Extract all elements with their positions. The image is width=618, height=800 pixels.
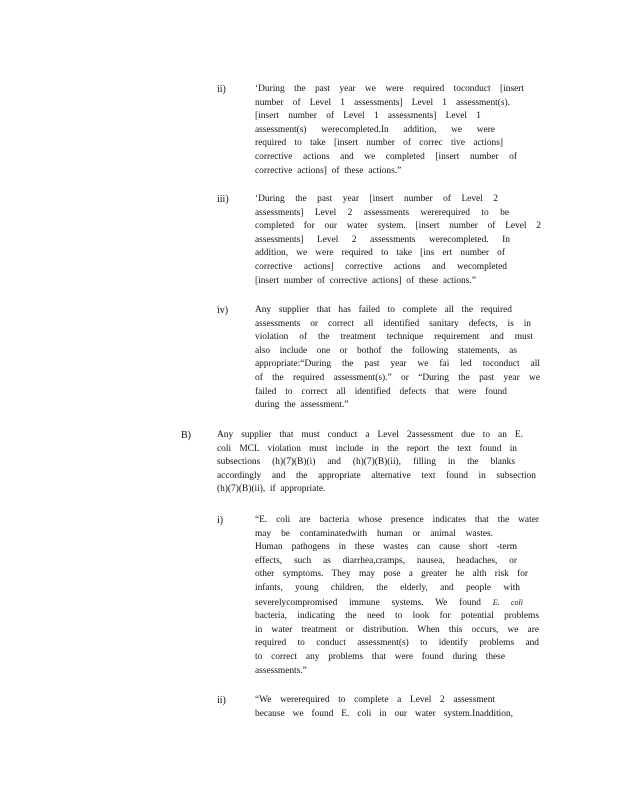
text-line: ‘During the past year we were required toconduct [insert	[255, 84, 524, 94]
text-line: [insert number of Level 1 assessments] Level 1	[255, 111, 481, 122]
text-line: infants, young children, the elderly, and people with	[255, 582, 520, 593]
text-line: because we found E. coli in our water system.Inaddition,	[255, 708, 513, 719]
list-marker: B)	[181, 430, 191, 441]
text-line: number of Level 1 assessments] Level 1 assessment(s).	[255, 97, 510, 108]
text-line: corrective actions] of these actions.”	[255, 165, 402, 176]
text-line: addition, we were required to take [ins ert number of	[255, 248, 505, 259]
text-line: “We wererequired to complete a Level 2 assessment	[255, 695, 495, 705]
text-line: of the required assessment(s).” or “During the past year we	[255, 372, 540, 383]
text-line: assessments or correct all identified sanitary defects, is in	[255, 318, 531, 329]
paragraph-ecoli-requirement	[217, 429, 536, 497]
text-line: completed for our water system. [insert number of Level 2	[255, 221, 541, 232]
text-line: assessments.”	[255, 665, 307, 676]
text-line: Any supplier that has failed to complete all the required	[255, 305, 512, 315]
text-line: coli MCL violation must include in the report the text found in	[217, 443, 517, 454]
text-line: during the assessment.”	[255, 400, 349, 411]
list-marker: iv)	[217, 305, 229, 316]
paragraph-level2-statement	[255, 193, 541, 288]
text-line: violation of the treatment technique requirement and must	[255, 332, 533, 343]
paragraph-level1-statement	[255, 83, 524, 178]
list-marker: i)	[217, 515, 224, 526]
text-line: assessments] Level 2 assessments werecompleted. In	[255, 234, 510, 245]
text-line: accordingly and the appropriate alternative text found in subsection	[217, 470, 536, 481]
text-line: failed to correct all identified defects that were found	[255, 386, 507, 397]
list-marker: ii)	[217, 84, 226, 95]
text-line: may be contaminatedwith human or animal wastes.	[255, 528, 493, 539]
text-line: Human pathogens in these wastes can cause short -term	[255, 542, 517, 553]
paragraph-failure-statement	[255, 304, 540, 413]
text-line	[255, 596, 523, 611]
text-line: “E. coli are bacteria whose presence indicates that the water	[255, 515, 539, 525]
text-line: other symptoms. They may pose a greater he alth risk for	[255, 569, 528, 580]
text-line: assessments] Level 2 assessments wererequired to be	[255, 207, 509, 218]
text-line: also include one or bothof the following statements, as	[255, 345, 517, 356]
text-line: Any supplier that must conduct a Level 2assessment due to an E.	[217, 430, 523, 440]
text-line: in water treatment or distribution. When this occurs, we are	[255, 624, 539, 635]
paragraph-level2-ecoli	[255, 694, 517, 721]
text-line: appropriate:“During the past year we fai led toconduct all	[255, 359, 540, 370]
text-line: required to take [insert number of correc tive actions]	[255, 138, 503, 149]
list-marker: iii)	[217, 194, 229, 205]
italic-term-ecoli: E. coli	[492, 597, 523, 607]
text-line: effects, such as diarrhea,cramps, nausea, headaches, or	[255, 555, 517, 566]
text-line: required to conduct assessment(s) to identify problems and	[255, 638, 539, 649]
text-line: (h)(7)(B)(ii), if appropriate.	[217, 484, 326, 495]
text-line: bacteria, indicating the need to look for potential problems	[255, 611, 539, 622]
text-line: assessment(s) werecompleted.In addition, we were	[255, 124, 495, 135]
text-line: subsections (h)(7)(B)(i) and (h)(7)(B)(ii), filling in the blanks	[217, 457, 515, 468]
list-marker: ii)	[217, 695, 226, 706]
paragraph-ecoli-explanation	[255, 514, 539, 678]
text-line: ‘During the past year [insert number of Level 2	[255, 194, 498, 204]
text-line: corrective actions] corrective actions and wecompleted	[255, 261, 507, 272]
text-segment: severelycompromised immune systems. We found	[255, 597, 481, 608]
text-line: to correct any problems that were found during these	[255, 651, 505, 662]
text-line: [insert number of corrective actions] of these actions.”	[255, 275, 476, 286]
text-line: corrective actions and we completed [insert number of	[255, 151, 517, 162]
